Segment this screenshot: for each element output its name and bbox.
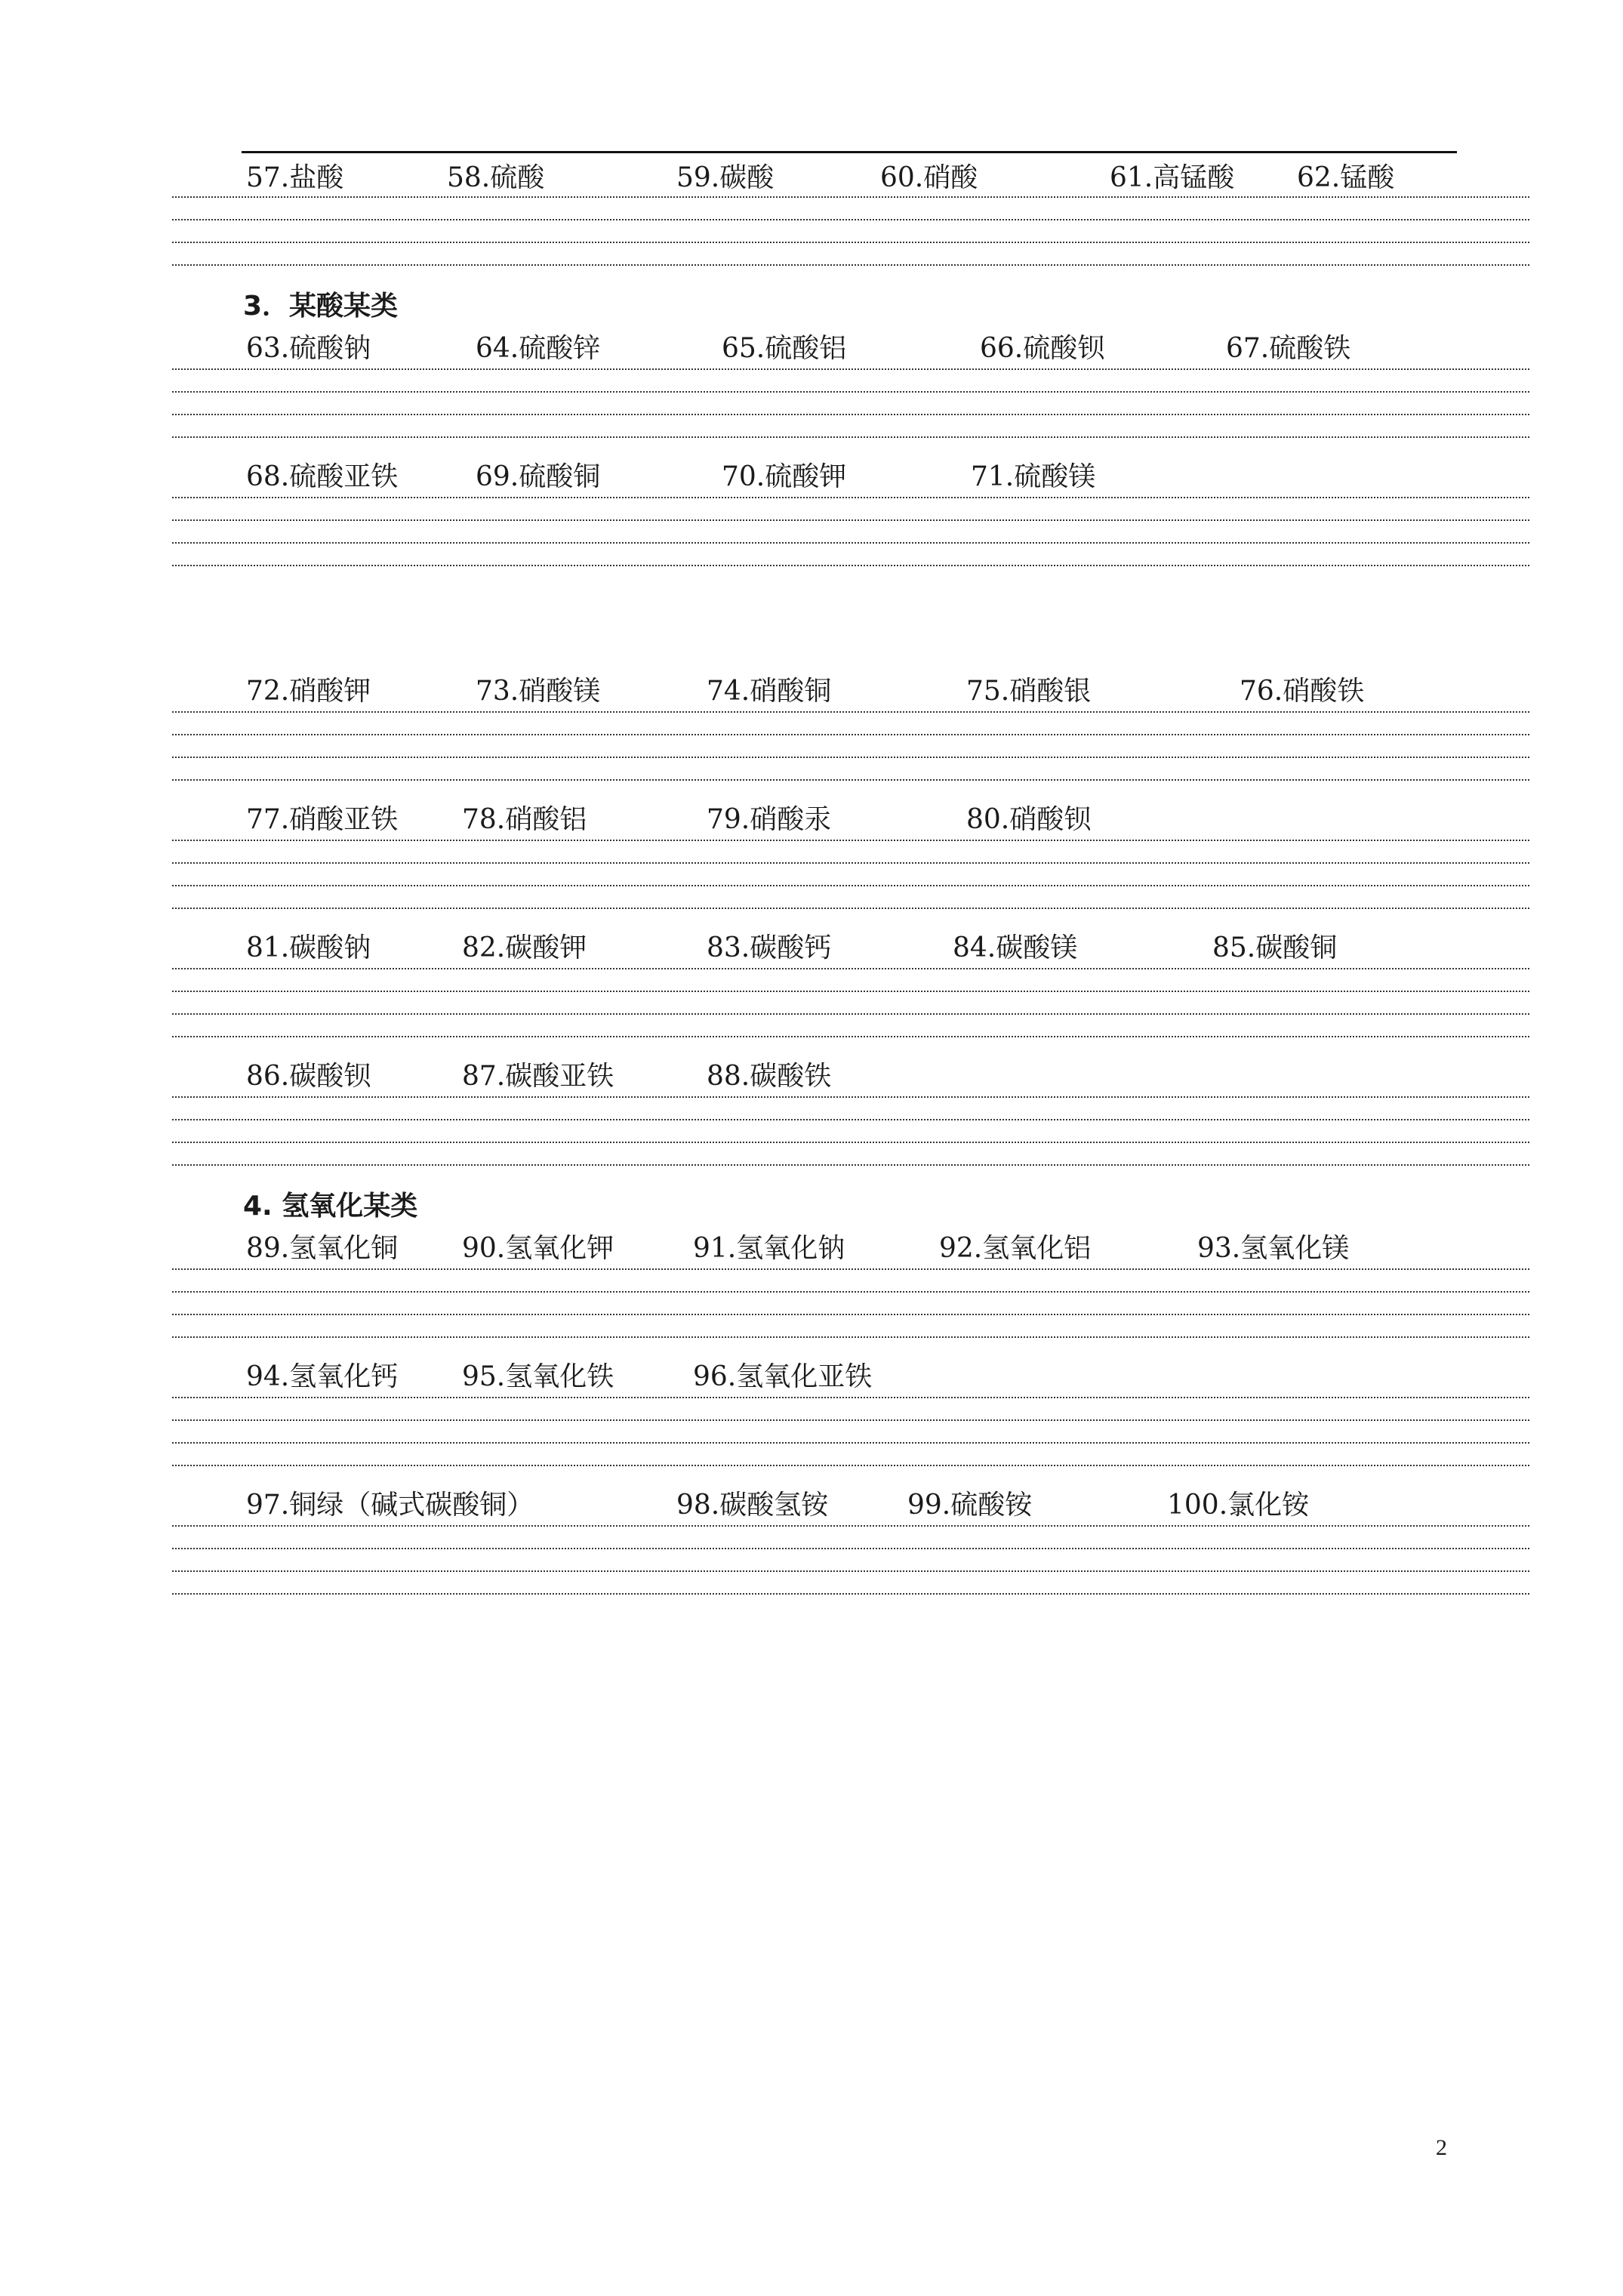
writing-lines	[172, 711, 1529, 779]
item-84: 84.碳酸镁	[953, 932, 1078, 963]
item-100: 100.氯化铵	[1167, 1490, 1310, 1521]
item-96: 96.氢氧化亚铁	[693, 1361, 873, 1392]
item-row	[0, 1232, 1623, 1265]
item-92: 92.氢氧化铝	[939, 1233, 1092, 1264]
item-86: 86.碳酸钡	[246, 1061, 371, 1092]
writing-lines	[172, 1397, 1529, 1465]
item-row	[0, 1489, 1623, 1522]
item-row	[0, 461, 1623, 494]
item-row	[0, 675, 1623, 708]
item-68: 68.硫酸亚铁	[246, 461, 399, 492]
item-row	[0, 1361, 1623, 1394]
item-83: 83.碳酸钙	[707, 932, 832, 963]
item-85: 85.碳酸铜	[1212, 932, 1338, 963]
writing-lines	[172, 1268, 1529, 1336]
item-71: 71.硫酸镁	[971, 461, 1096, 492]
page-number: 2	[1436, 2135, 1447, 2160]
item-62: 62.锰酸	[1297, 162, 1395, 193]
item-75: 75.硝酸银	[966, 676, 1092, 707]
item-58: 58.硫酸	[447, 162, 545, 193]
writing-lines	[172, 968, 1529, 1036]
writing-lines	[172, 368, 1529, 436]
item-row	[0, 162, 1623, 195]
item-65: 65.硫酸铝	[722, 333, 847, 364]
section-heading-hydroxides: 4. 氢氧化某类	[243, 1191, 418, 1222]
item-90: 90.氢氧化钾	[462, 1233, 614, 1264]
item-row	[0, 1060, 1623, 1093]
item-74: 74.硝酸铜	[707, 676, 832, 707]
item-row	[0, 332, 1623, 365]
writing-lines	[172, 840, 1529, 908]
item-98: 98.碳酸氢铵	[676, 1490, 829, 1521]
section-heading-salts: 3．某酸某类	[243, 291, 399, 322]
writing-lines	[172, 1096, 1529, 1164]
item-row	[0, 932, 1623, 965]
item-77: 77.硝酸亚铁	[246, 804, 399, 835]
item-93: 93.氢氧化镁	[1197, 1233, 1350, 1264]
writing-lines	[172, 196, 1529, 264]
item-99: 99.硫酸铵	[907, 1490, 1033, 1521]
writing-lines	[172, 1525, 1529, 1593]
item-94: 94.氢氧化钙	[246, 1361, 399, 1392]
item-61: 61.高锰酸	[1110, 162, 1235, 193]
item-57: 57.盐酸	[246, 162, 344, 193]
item-72: 72.硝酸钾	[246, 676, 371, 707]
item-80: 80.硝酸钡	[966, 804, 1092, 835]
item-69: 69.硫酸铜	[476, 461, 601, 492]
item-89: 89.氢氧化铜	[246, 1233, 399, 1264]
item-95: 95.氢氧化铁	[462, 1361, 614, 1392]
writing-lines	[172, 497, 1529, 565]
item-70: 70.硫酸钾	[722, 461, 847, 492]
item-76: 76.硝酸铁	[1240, 676, 1365, 707]
header-rule	[242, 151, 1457, 153]
item-79: 79.硝酸汞	[707, 804, 832, 835]
item-66: 66.硫酸钡	[980, 333, 1105, 364]
item-64: 64.硫酸锌	[476, 333, 601, 364]
item-59: 59.碳酸	[676, 162, 775, 193]
item-63: 63.硫酸钠	[246, 333, 371, 364]
item-82: 82.碳酸钾	[462, 932, 587, 963]
item-78: 78.硝酸铝	[462, 804, 587, 835]
item-60: 60.硝酸	[880, 162, 978, 193]
item-73: 73.硝酸镁	[476, 676, 601, 707]
item-67: 67.硫酸铁	[1226, 333, 1351, 364]
item-88: 88.碳酸铁	[707, 1061, 832, 1092]
item-87: 87.碳酸亚铁	[462, 1061, 614, 1092]
item-91: 91.氢氧化钠	[693, 1233, 845, 1264]
item-81: 81.碳酸钠	[246, 932, 371, 963]
item-97: 97.铜绿（碱式碳酸铜）	[246, 1490, 534, 1521]
item-row	[0, 803, 1623, 837]
